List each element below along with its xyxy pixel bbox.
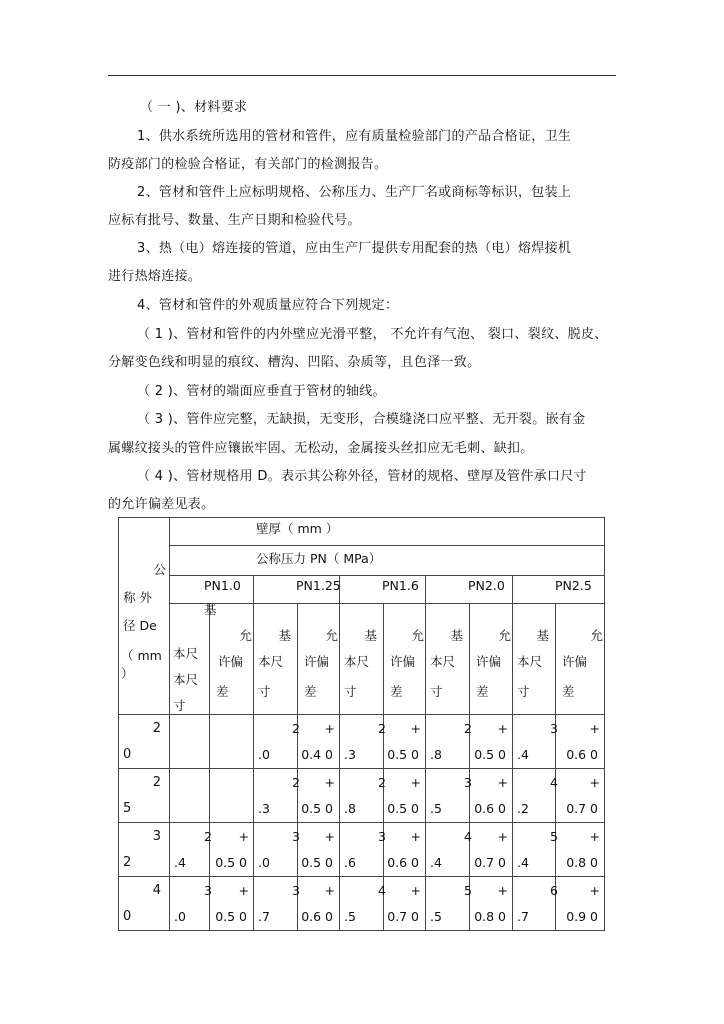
- header-text: 允: [239, 628, 252, 643]
- base-size-header: [426, 604, 470, 715]
- text-line: 2、管材和管件上应标明规格、公称压力、生产厂名或商标等标识，包装上: [137, 185, 572, 200]
- text-line: （ 2 )、管材的端面应垂直于管材的轴线。: [137, 384, 386, 399]
- cell-text: 0.8 0: [474, 909, 506, 924]
- base-size-cell: [254, 877, 298, 931]
- cell-text: 4: [378, 883, 386, 898]
- cell-text: 3: [152, 829, 161, 844]
- cell-text: +: [410, 883, 421, 898]
- base-size-cell: [340, 877, 384, 931]
- tolerance-header: [298, 604, 340, 715]
- tolerance-cell: [298, 769, 340, 823]
- cell-text: .7: [258, 909, 270, 924]
- cell-text: 3: [292, 883, 300, 898]
- cell-text: +: [238, 883, 249, 898]
- header-text: 本尺: [258, 654, 284, 669]
- header-text: 本尺: [344, 654, 370, 669]
- nominal-diameter-header: [119, 518, 170, 715]
- header-text: 许偏: [218, 654, 244, 669]
- base-size-cell: [340, 715, 384, 769]
- pn-label: PN2.5: [555, 578, 592, 593]
- base-size-cell: [254, 715, 298, 769]
- tolerance-cell: [556, 769, 605, 823]
- cell-text: 0.5 0: [301, 801, 333, 816]
- cell-text: 2: [378, 775, 386, 790]
- header-text: 允: [411, 628, 424, 643]
- cell-text: .2: [517, 801, 529, 816]
- pressure-header: 公称压力 PN（ MPa）: [170, 546, 605, 576]
- cell-text: 4: [550, 775, 558, 790]
- cell-text: 0.6 0: [301, 909, 333, 924]
- cell-text: +: [410, 829, 421, 844]
- cell-text: .4: [517, 855, 529, 870]
- header-text: 公: [153, 562, 166, 577]
- text-line: 属螺纹接头的管件应镶嵌牢固、无松动，金属接头丝扣应无毛刺、缺扣。: [108, 441, 534, 456]
- tolerance-cell: [470, 823, 513, 877]
- base-size-cell: [170, 715, 210, 769]
- header-text: 基: [204, 602, 217, 617]
- base-size-cell: [513, 823, 556, 877]
- table-row: [119, 877, 605, 931]
- cell-text: 0.5 0: [387, 747, 419, 762]
- tolerance-cell: [298, 715, 340, 769]
- cell-text: 2: [204, 829, 212, 844]
- header-text: 差: [216, 684, 229, 699]
- cell-text: 5: [550, 829, 558, 844]
- cell-text: .0: [258, 855, 270, 870]
- tolerance-cell: [210, 823, 254, 877]
- pn-label: PN2.0: [468, 578, 505, 593]
- tolerance-cell: [470, 715, 513, 769]
- base-size-cell: [170, 823, 210, 877]
- text-line: 进行热熔连接。: [108, 269, 202, 284]
- cell-text: +: [410, 721, 421, 736]
- base-size-cell: [426, 877, 470, 931]
- base-size-header: [513, 604, 556, 715]
- cell-text: .4: [430, 855, 442, 870]
- header-text: 许偏: [562, 654, 588, 669]
- cell-text: .0: [174, 909, 186, 924]
- cell-text: .8: [344, 801, 356, 816]
- cell-text: 3: [550, 721, 558, 736]
- header-text: 本尺: [173, 646, 199, 661]
- cell-text: 0.6 0: [566, 747, 598, 762]
- cell-text: 3: [204, 883, 212, 898]
- cell-text: 0.7 0: [566, 801, 598, 816]
- cell-text: +: [589, 883, 600, 898]
- cell-text: +: [324, 775, 335, 790]
- cell-text: 0.4 0: [301, 747, 333, 762]
- base-size-header: [170, 602, 217, 715]
- cell-text: 0.5 0: [301, 855, 333, 870]
- tolerance-cell: [384, 877, 426, 931]
- header-text: 基: [278, 628, 291, 643]
- cell-text: 2: [464, 721, 472, 736]
- cell-text: 2: [378, 721, 386, 736]
- cell-text: +: [497, 883, 508, 898]
- cell-text: 2: [152, 775, 161, 790]
- header-text: 寸: [430, 684, 443, 699]
- tolerance-cell: [556, 823, 605, 877]
- cell-text: 0.5 0: [215, 855, 247, 870]
- base-size-cell: [426, 715, 470, 769]
- text-line: 3、热（电）熔连接的管道，应由生产厂提供专用配套的热（电）熔焊接机: [137, 241, 572, 256]
- tolerance-cell: [210, 877, 254, 931]
- pn-header: [513, 576, 605, 604]
- header-text: 允: [325, 628, 338, 643]
- table-row: [119, 769, 605, 823]
- header-text: 寸: [344, 684, 357, 699]
- cell-text: .7: [517, 909, 529, 924]
- pipe-tolerance-table: [118, 517, 605, 931]
- tolerance-cell: [556, 715, 605, 769]
- tolerance-header: [556, 604, 605, 715]
- cell-text: 0: [123, 909, 132, 924]
- cell-text: +: [324, 829, 335, 844]
- pn-header: [254, 576, 340, 604]
- header-text: 许偏: [476, 654, 502, 669]
- header-text: 许偏: [390, 654, 416, 669]
- text-line: 应标有批号、数量、生产日期和检验代号。: [108, 213, 361, 228]
- cell-text: .5: [344, 909, 356, 924]
- cell-text: .3: [344, 747, 356, 762]
- wall-thickness-header: 壁厚（ mm ）: [170, 518, 605, 546]
- pn-header: [340, 576, 426, 604]
- base-size-cell: [513, 715, 556, 769]
- cell-text: 2: [123, 855, 132, 870]
- base-size-cell: [426, 769, 470, 823]
- header-text: 允: [590, 628, 603, 643]
- table-row: [119, 823, 605, 877]
- header-text: 径 De: [123, 618, 157, 633]
- cell-text: +: [497, 775, 508, 790]
- base-size-cell: [254, 769, 298, 823]
- cell-text: 2: [292, 721, 300, 736]
- cell-text: +: [589, 829, 600, 844]
- nominal-diameter-cell: [119, 715, 170, 769]
- nominal-diameter-cell: [119, 769, 170, 823]
- header-text: 基: [536, 628, 549, 643]
- nominal-diameter-cell: [119, 877, 170, 931]
- table-row: [119, 715, 605, 769]
- tolerance-header: [210, 604, 254, 715]
- cell-text: .5: [430, 909, 442, 924]
- tolerance-header: [470, 604, 513, 715]
- cell-text: +: [497, 829, 508, 844]
- tolerance-cell: [470, 769, 513, 823]
- text-line: （ 一 )、材料要求: [140, 100, 248, 115]
- header-text: 寸: [517, 684, 530, 699]
- cell-text: 2: [292, 775, 300, 790]
- tolerance-cell: [298, 877, 340, 931]
- cell-text: 3: [464, 775, 472, 790]
- cell-text: +: [410, 775, 421, 790]
- header-text: 本尺: [517, 654, 543, 669]
- base-size-cell: [513, 877, 556, 931]
- cell-text: 3: [378, 829, 386, 844]
- base-size-cell: [170, 877, 210, 931]
- tolerance-cell: [210, 769, 254, 823]
- base-size-header: [340, 604, 384, 715]
- base-size-cell: [254, 823, 298, 877]
- cell-text: 3: [292, 829, 300, 844]
- text-line: 分解变色线和明显的痕纹、槽沟、凹陷、杂质等，且色泽一致。: [108, 355, 481, 370]
- tolerance-cell: [384, 715, 426, 769]
- base-size-cell: [340, 823, 384, 877]
- header-text: 基: [450, 628, 463, 643]
- cell-text: 0.6 0: [387, 855, 419, 870]
- base-size-cell: [170, 769, 210, 823]
- base-size-cell: [340, 769, 384, 823]
- pn-label: PN1.25: [296, 578, 341, 593]
- cell-text: 0.8 0: [566, 855, 598, 870]
- tolerance-cell: [384, 769, 426, 823]
- header-text: 寸: [173, 698, 186, 713]
- cell-text: 5: [464, 883, 472, 898]
- text-line: 1、供水系统所选用的管材和管件，应有质量检验部门的产品合格证，卫生: [137, 129, 572, 144]
- text-line: （ 4 )、管材规格用 D。表示其公称外径，管材的规格、壁厚及管件承口尺寸: [137, 469, 587, 484]
- cell-text: 0.6 0: [474, 801, 506, 816]
- cell-text: 0.7 0: [474, 855, 506, 870]
- header-text: 称 外: [123, 590, 152, 605]
- header-text: 基: [364, 628, 377, 643]
- base-size-cell: [513, 769, 556, 823]
- cell-text: +: [589, 775, 600, 790]
- text-line: （ 1 )、管材和管件的内外壁应光滑平整， 不允许有气泡、 裂口、裂纹、脱皮、: [137, 327, 608, 342]
- cell-text: .4: [174, 855, 186, 870]
- cell-text: 0.9 0: [566, 909, 598, 924]
- pn-header: [426, 576, 513, 604]
- base-size-cell: [426, 823, 470, 877]
- tolerance-header: [384, 604, 426, 715]
- cell-text: .4: [517, 747, 529, 762]
- cell-text: +: [238, 829, 249, 844]
- header-text: 许偏: [304, 654, 330, 669]
- tolerance-cell: [210, 715, 254, 769]
- cell-text: 0.5 0: [387, 801, 419, 816]
- cell-text: +: [497, 721, 508, 736]
- cell-text: 5: [123, 801, 132, 816]
- header-text: 差: [304, 684, 317, 699]
- cell-text: 0: [123, 747, 132, 762]
- header-text: 差: [562, 684, 575, 699]
- text-line: 4、管材和管件的外观质量应符合下列规定：: [137, 298, 399, 313]
- cell-text: 0.5 0: [474, 747, 506, 762]
- text-line: （ 3 )、管件应完整，无缺损，无变形，合模缝浇口应平整、无开裂。嵌有金: [137, 412, 586, 427]
- cell-text: 0.7 0: [387, 909, 419, 924]
- pn-label: PN1.0: [204, 578, 241, 593]
- cell-text: .0: [258, 747, 270, 762]
- cell-text: 2: [152, 721, 161, 736]
- header-text: 允: [498, 628, 511, 643]
- header-text: 寸: [258, 684, 271, 699]
- cell-text: .8: [430, 747, 442, 762]
- cell-text: 4: [152, 883, 161, 898]
- pn-label: PN1.6: [382, 578, 419, 593]
- cell-text: 0.5 0: [215, 909, 247, 924]
- header-text: 差: [390, 684, 403, 699]
- header-rule: [108, 75, 616, 76]
- cell-text: +: [324, 883, 335, 898]
- base-size-header: [254, 604, 298, 715]
- cell-text: .3: [258, 801, 270, 816]
- cell-text: 6: [550, 883, 558, 898]
- tolerance-cell: [470, 877, 513, 931]
- cell-text: 4: [464, 829, 472, 844]
- tolerance-cell: [298, 823, 340, 877]
- tolerance-cell: [556, 877, 605, 931]
- tolerance-cell: [384, 823, 426, 877]
- header-text: 本尺: [430, 654, 456, 669]
- text-line: 的允许偏差见表。: [108, 497, 215, 512]
- cell-text: +: [589, 721, 600, 736]
- cell-text: .5: [430, 801, 442, 816]
- cell-text: .6: [344, 855, 356, 870]
- header-text: （ mm ）: [121, 648, 162, 681]
- header-text: 本尺: [173, 672, 199, 687]
- text-line: 防疫部门的检验合格证，有关部门的检测报告。: [108, 157, 388, 172]
- header-text: 差: [476, 684, 489, 699]
- nominal-diameter-cell: [119, 823, 170, 877]
- cell-text: +: [324, 721, 335, 736]
